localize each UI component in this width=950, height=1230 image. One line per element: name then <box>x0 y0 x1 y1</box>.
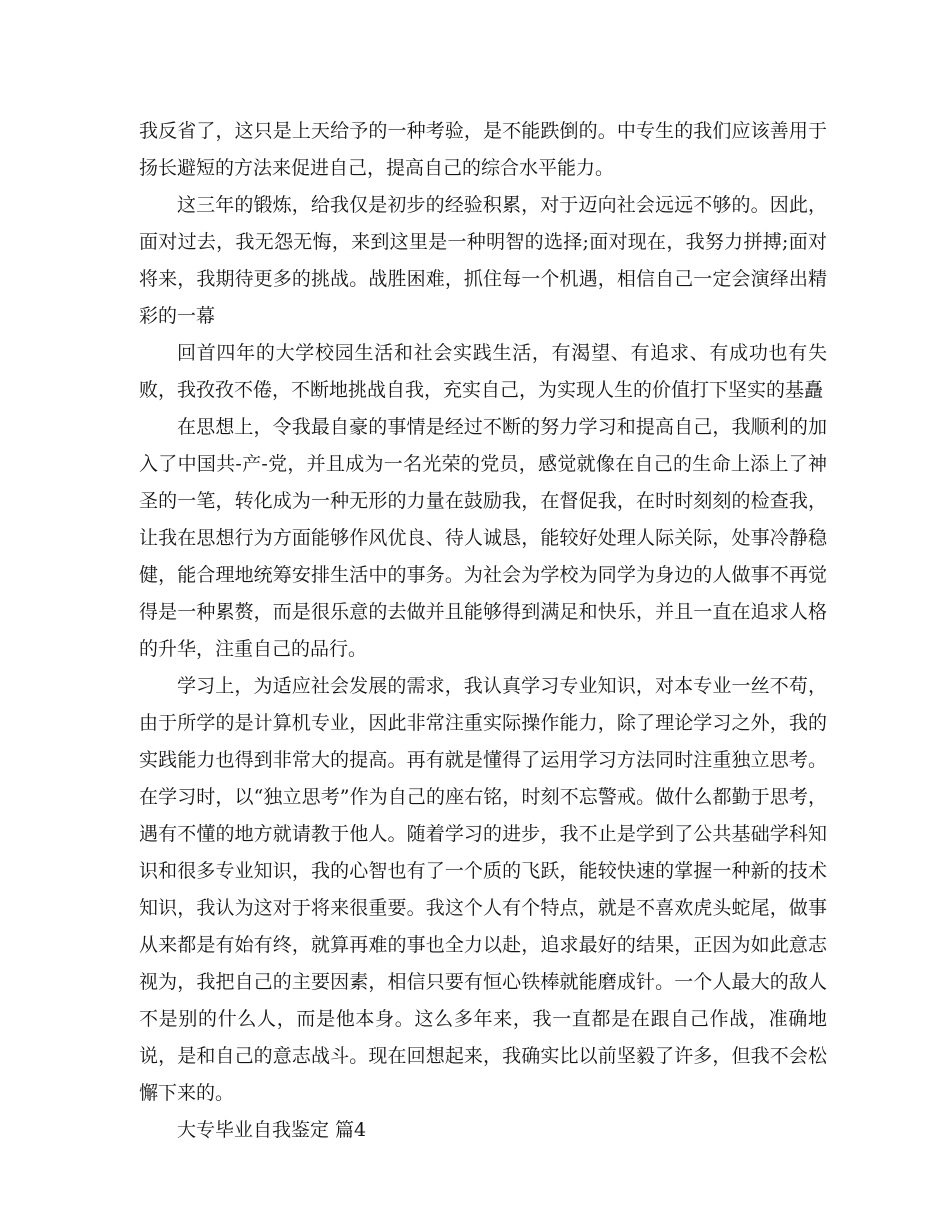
paragraph-continuation: 我反省了，这只是上天给予的一种考验，是不能跌倒的。中专生的我们应该善用于扬长避短的方法来促进自己，提高自己的综合水平能力。 <box>139 120 827 179</box>
paragraph-three-years: 这三年的锻炼，给我仅是初步的经验积累，对于迈向社会远远不够的。因此，面对过去，我无怨无悔，来到这里是一种明智的选择;面对现在，我努力拼搏;面对将来，我期待更多的挑战。战胜困难，抓住每一个机遇，相信自己一定会演绎出精彩的一幕 <box>139 194 827 327</box>
paragraph-study: 学习上，为适应社会发展的需求，我认真学习专业知识，对本专业一丝不苟，由于所学的是计算机专业，因此非常注重实际操作能力，除了理论学习之外，我的实践能力也得到非常大的提高。再有就是懂得了运用学习方法同时注重独立思考。在学习时，以“独立思考”作为自己的座右铭，时刻不忘警戒。做什么都勤于思考，遇有不懂的地方就请教于他人。随着学习的进步，我不止是学到了公共基础学科知识和很多专业知识，我的心智也有了一个质的飞跃，能较快速的掌握一种新的技术知识，我认为这对于将来很重要。我这个人有个特点，就是不喜欢虎头蛇尾，做事从来都是有始有终，就算再难的事也全力以赴，追求最好的结果，正因为如此意志视为，我把自己的主要因素，相信只要有恒心铁棒就能磨成针。一个人最大的敌人不是别的什么人，而是他本身。这么多年来，我一直都是在跟自己作战，准确地说，是和自己的意志战斗。现在回想起来，我确实比以前坚毅了许多，但我不会松懈下来的。 <box>139 675 827 1104</box>
paragraph-university-life: 回首四年的大学校园生活和社会实践生活，有渴望、有追求、有成功也有失败，我孜孜不倦，不断地挑战自我，充实自己，为实现人生的价值打下坚实的基矗 <box>139 342 827 401</box>
section-heading: 大专毕业自我鉴定 篇4 <box>177 1119 367 1141</box>
paragraph-ideology: 在思想上，令我最自豪的事情是经过不断的努力学习和提高自己，我顺利的加入了中国共-产-党，并且成为一名光荣的党员，感觉就像在自己的生命上添上了神圣的一笔，转化成为一种无形的力量在鼓励我，在督促我，在时时刻刻的检查我，让我在思想行为方面能够作风优良、待人诚恳，能较好处理人际关际，处事冷静稳健，能合理地统筹安排生活中的事务。为社会为学校为同学为身边的人做事不再觉得是一种累赘，而是很乐意的去做并且能够得到满足和快乐，并且一直在追求人格的升华，注重自己的品行。 <box>139 416 827 660</box>
document-page <box>139 113 827 1149</box>
